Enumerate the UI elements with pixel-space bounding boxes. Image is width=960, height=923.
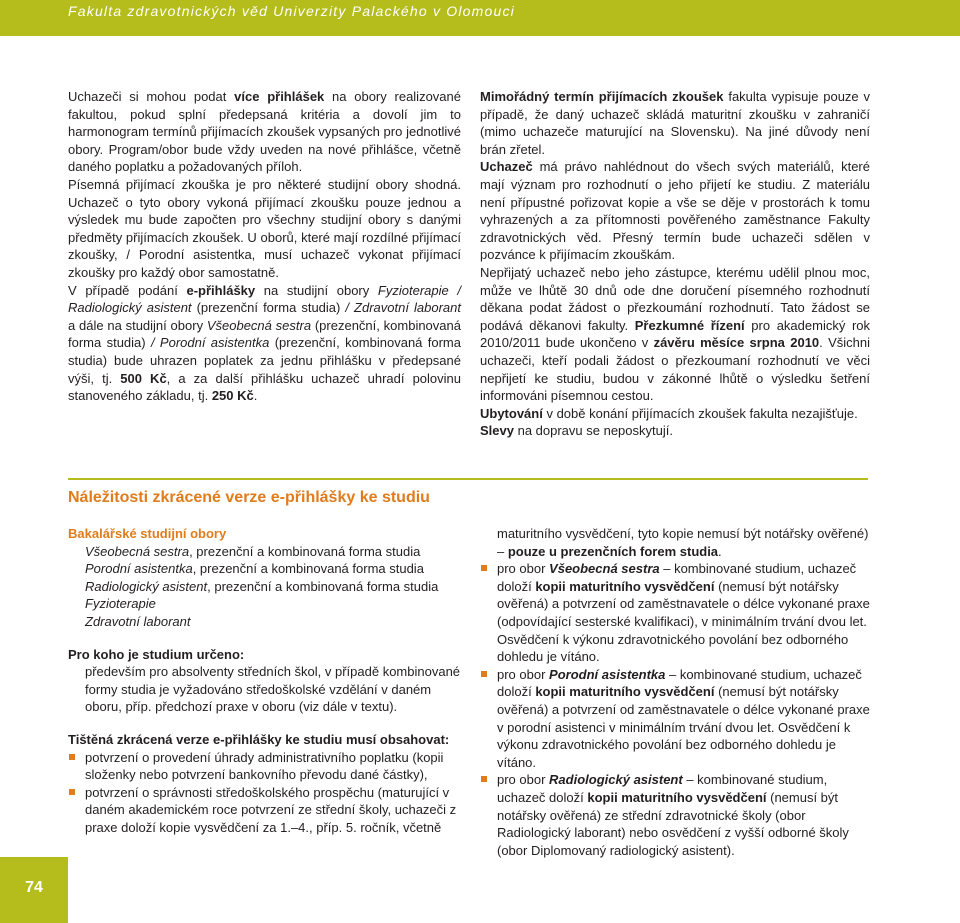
- bullet-square-icon: [69, 754, 75, 760]
- bullet-square-icon: [481, 565, 487, 571]
- program-list: [68, 543, 463, 631]
- bullet-square-icon: [69, 789, 75, 795]
- list-item: pro obor Porodní asistentka – kombinované studium, uchazeč doloží kopii maturitního vysvědčení (nemusí být notářsky ověřená) a potvrzení od zaměstnavatele o délce vykonané praxe v porodní asistenci v minimálním trvání dvou let. Osvědčení k výkonu zdravotnického povolání bez odborného dohledu je vítáno.: [480, 666, 870, 772]
- target-group-heading: Pro koho je studium určeno:: [68, 646, 245, 662]
- program-requirements-list: [480, 560, 870, 859]
- paragraph-shared-exam: Písemná přijímací zkouška je pro některé studijní obory shodná. Uchazeč o tyto obory vykoná přijímací zkoušku pouze jednou a výsledek mu bude započten pro všechny studijní obory s danými předměty přijímacích zkoušek. U oborů, které mají rozdílné přijímací zkoušky, / Porodní asistentka, musí uchazeč vykonat přijímací zkoušky pro každý obor samostatně.: [68, 176, 461, 280]
- target-group-text: především pro absolventy středních škol, v případě kombinované formy studia je vyžadováno středoškolské vzdělání v daném oboru, příp. předchozí praxe v oboru (viz dále v textu).: [85, 664, 461, 715]
- section-divider: [68, 478, 868, 480]
- left-top-column: [68, 88, 461, 405]
- paragraph-review: Nepřijatý uchazeč nebo jeho zástupce, kterému udělil plnou moc, může ve lhůtě 30 dnů ode dne doručení písemného rozhodnutí děkana podat žádost o přezkoumání rozhodnutí. Tato žádost se podává děkanovi fakulty. Přezkumné řízení pro akademický rok 2010/2011 bude ukončeno v závěru měsíce srpna 2010. Všichni uchazeči, kteří podali žádost o přezkoumaní rozhodnutí ve věci nepřijetí ke studiu, budou v zákonné lhůtě o výsledku šetření informováni písemnou cestou.: [480, 264, 871, 404]
- paragraph-extraordinary-term: Mimořádný termín přijímacích zkoušek fakulta vypisuje pouze v případě, že daný uchazeč skládá maturitní zkoušku v zahraničí (mimo uchazeče maturující na Slovensku). Na jiné důvody není brán zřetel.: [480, 89, 870, 157]
- requirements-list: [68, 749, 463, 837]
- page-number: 74: [25, 879, 43, 896]
- bullet-square-icon: [481, 776, 487, 782]
- list-item: pro obor Všeobecná sestra – kombinované studium, uchazeč doloží kopii maturitního vysvědčení (nemusí být notářsky ověřená) a potvrzení od zaměstnavatele o délce vykonané praxe (odpovídající sesterské kvalifikaci), v minimálním trvání dvou let. Osvědčení k výkonu zdravotnického povolání bez odborného dohledu je vítáno.: [480, 560, 870, 666]
- program-item: Porodní asistentka, prezenční a kombinovaná forma studia: [85, 561, 424, 577]
- paragraph-accommodation: Ubytování v době konání přijímacích zkoušek fakulta nezajišťuje.: [480, 405, 858, 421]
- left-bottom-column: [68, 525, 463, 837]
- bachelor-programs-heading: Bakalářské studijní obory: [68, 526, 227, 541]
- right-top-column: [480, 88, 870, 440]
- program-item: Zdravotní laborant: [85, 613, 191, 629]
- paragraph-multiple-applications: Uchazeči si mohou podat více přihlášek na obory realizované fakultou, pokud splní předepsaná kritéria a dovolí jim to harmonogram termínů přijímacích zkoušek vypsaných pro jednotlivé obory. Program/obor bude vždy uveden na nové přihlášce, včetně daného poplatku a požadovaných příloh.: [68, 89, 461, 175]
- program-item: Radiologický asistent, prezenční a kombinovaná forma studia: [85, 578, 439, 594]
- paragraph-discounts: Slevy na dopravu se neposkytují.: [480, 423, 673, 439]
- section-title: Náležitosti zkrácené verze e-přihlášky ke studiu: [68, 489, 430, 506]
- requirements-heading: Tištěná zkrácená verze e-přihlášky ke studiu musí obsahovat:: [68, 731, 450, 747]
- bullet-square-icon: [481, 671, 487, 677]
- header-title: Fakulta zdravotnických věd Univerzity Palackého v Olomouci: [68, 3, 515, 19]
- paragraph-fees: V případě podání e-přihlášky na studijní obory Fyzioterapie / Radiologický asistent (prezenční forma studia) / Zdravotní laborant a dále na studijní obory Všeobecná sestra (prezenční, kombinovaná forma studia) / Porodní asistentka (prezenční, kombinovaná forma studia) bude uhrazen poplatek za jednu přihlášku v předepsané výši, tj. 500 Kč, a za další přihlášku uchazeč uhradí polovinu stanoveného základu, tj. 250 Kč.: [68, 282, 461, 404]
- list-item: potvrzení o provedení úhrady administrativního poplatku (kopii složenky nebo potvrzení bankovního převodu dané částky),: [68, 749, 463, 784]
- paragraph-file-access: Uchazeč má právo nahlédnout do všech svých materiálů, které mají význam pro rozhodnutí o jeho přijetí ke studiu. Z materiálu není přípustné pořizovat kopie a vše se děje v prostorách k tomu vyhrazených a za přítomnosti pověřeného zaměstnance Fakulty zdravotnických věd. Přesný termín bude uchazeči sdělen v pozvánce k přijímacím zkouškám.: [480, 159, 870, 263]
- program-item: Všeobecná sestra, prezenční a kombinovaná forma studia: [85, 543, 421, 559]
- list-item: potvrzení o správnosti středoškolského prospěchu (maturující v daném akademickém roce potvrzení ze střední školy, uchazeči z praxe doloží kopie vysvědčení za 1.–4., příp. 5. ročník, včetně: [68, 784, 463, 837]
- program-item: Fyzioterapie: [85, 596, 156, 612]
- list-item: pro obor Radiologický asistent – kombinované studium, uchazeč doloží kopii maturitního vysvědčení (nemusí být notářsky ověřená) ze střední zdravotnické školy (obor Radiologický laborant) nebo osvědčení z vyšší odborné školy (obor Diplomovaný radiologický asistent).: [480, 771, 870, 859]
- right-bottom-column: [480, 525, 870, 859]
- requirements-continuation: maturitního vysvědčení, tyto kopie nemusí být notářsky ověřené) – pouze u prezenčních forem studia.: [497, 526, 869, 559]
